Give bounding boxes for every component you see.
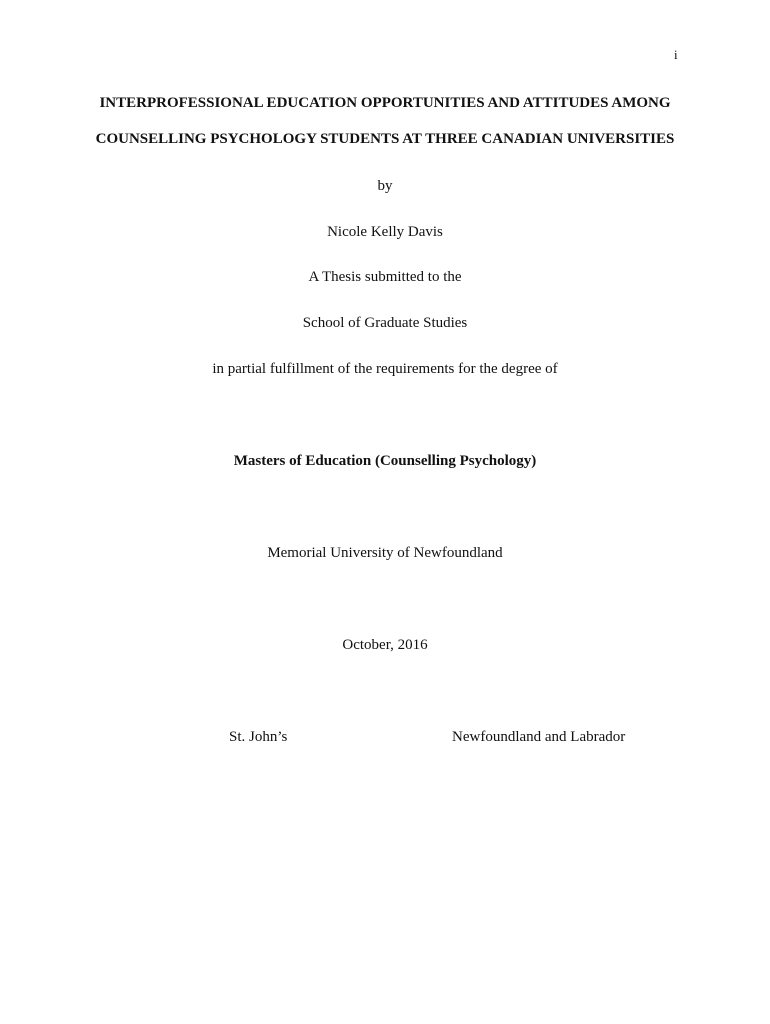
thesis-title-line-2: COUNSELLING PSYCHOLOGY STUDENTS AT THREE CANADIAN UNIVERSITIES xyxy=(95,131,675,147)
by-label: by xyxy=(377,178,393,194)
thesis-title-line-1: INTERPROFESSIONAL EDUCATION OPPORTUNITIES AND ATTITUDES AMONG xyxy=(99,95,671,111)
degree-name: Masters of Education (Counselling Psychology) xyxy=(233,453,537,469)
location-province: Newfoundland and Labrador xyxy=(452,729,626,745)
page-number: i xyxy=(674,47,678,62)
university-name: Memorial University of Newfoundland xyxy=(267,545,503,561)
submission-date: October, 2016 xyxy=(342,637,428,653)
submission-line-3: in partial fulfillment of the requirements for the degree of xyxy=(212,361,558,377)
location-city: St. John’s xyxy=(229,729,288,745)
author-name: Nicole Kelly Davis xyxy=(327,224,443,240)
submission-line-2: School of Graduate Studies xyxy=(302,315,468,331)
submission-line-1: A Thesis submitted to the xyxy=(308,269,462,285)
